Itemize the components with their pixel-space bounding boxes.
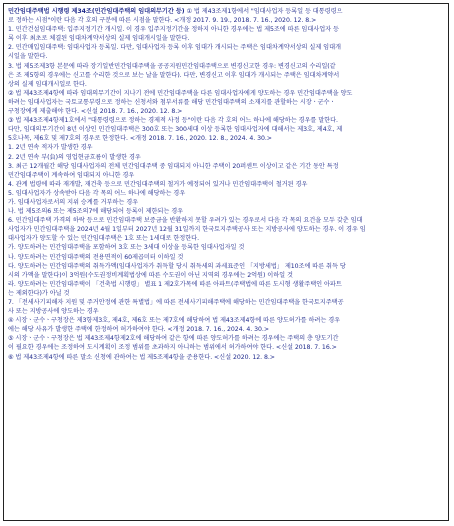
document-line-text: 하려는 임대사업자는 국토교통부령으로 정하는 신청서와 첨부서류를 해당 민간임대주택의 소재지를 관할하는 시장ㆍ군수ㆍ — [8, 98, 336, 106]
document-line-text: 구청장에게 제출해야 한다. <신설 2018. 7. 16., 2020. 12. 8.> — [8, 108, 183, 116]
document-line — [8, 180, 444, 189]
article-heading: 민간임대주택법 시행령 제34조(민간임대주택의 임대의무기간 등) — [8, 8, 185, 15]
document-line — [8, 43, 444, 52]
document-line-text: 나. 양도하려는 민간임대주택의 전용면적이 60제곱미터 이하일 것 — [8, 253, 184, 261]
document-line — [8, 153, 444, 162]
document-line-text: 다만, 임대의무기간이 8년 이상인 민간임대주택은 300호 또는 300세대 이상 등록한 임대사업자에 대해서는 제3호, 제4호, 제 — [8, 126, 343, 134]
document-line — [8, 143, 444, 152]
document-line-text: 2. 민간매입임대주택: 임대사업자 등록일. 다만, 임대사업자 등록 이후 임대가 개시되는 주택은 임대차계약서상의 실제 임대개 — [8, 44, 341, 52]
document-line-text: 5. 임대사업자가 상속받아 다음 각 목의 어느 하나에 해당하는 경우 — [8, 189, 186, 197]
document-line — [8, 71, 444, 80]
document-line — [8, 62, 444, 71]
document-line-text: 민간임대주택이 계속하여 임대되지 아니한 경우 — [8, 171, 135, 179]
document-line — [8, 189, 444, 198]
document-line — [8, 171, 444, 180]
document-line — [8, 198, 444, 207]
document-line — [8, 353, 444, 362]
document-line-text: 다. 양도하려는 민간임대주택의 취득가액(임대사업자가 취득할 당시 취득세의 과세표준인 「지방세법」 제10조에 따른 취득 당 — [8, 262, 346, 270]
document-line-text: 가. 양도하려는 민간임대주택을 포함하여 3호 또는 3세대 이상을 등록한 임대사업자일 것 — [8, 244, 245, 252]
document-line-text: 가. 임대사업자로서의 지위 승계를 거부하는 경우 — [8, 198, 139, 206]
document-line-text: 이 필요한 경우에는 조정하여 도시계획이 조정 범위를 초과하지 아니하는 범위에서 허가하여야 한다. <신설 2018. 7. 16.> — [8, 344, 337, 352]
document-line-text: ① 법 제43조제1항에서 "임대사업자 등록일 등 대통령령으 — [184, 8, 343, 15]
document-line-text: 라. 양도하려는 민간임대주택이 「건축법 시행령」 별표 1 제2호가목에 따른 아파트(주택법에 따른 도시형 생활주택인 아파트 — [8, 280, 342, 288]
document-line-text: ② 법 제43조제4항에 따라 임대의무기간이 지나기 전에 민간임대주택을 다른 임대사업자에게 양도하는 경우 민간임대주택을 양도 — [8, 89, 353, 97]
document-line — [8, 25, 444, 34]
document-line — [8, 125, 444, 134]
document-line — [8, 298, 444, 307]
document-line — [8, 289, 444, 298]
document-body — [4, 4, 448, 364]
document-line — [8, 116, 444, 125]
document-line-text: 4. 관계 법령에 따라 재개발, 재건축 등으로 민간임대주택의 철거가 예정되어 있거나 민간임대주택이 철거된 경우 — [8, 180, 308, 188]
document-line-text: ③ 법 제43조제4항제1호에서 "대통령령으로 정하는 경제적 사정 등"이란 다음 각 호의 어느 하나에 해당하는 경우를 말한다. — [8, 117, 338, 125]
document-line-text: 시의 가액을 말한다)이 3억원(수도권정비계획법상에 따른 수도권이 아닌 지역의 경우에는 2억원) 이하일 것 — [8, 271, 293, 279]
document-line-text: 로 정하는 시점"이란 다음 각 호의 구분에 따른 시점을 말한다. <개정 2017. 9. 19., 2018. 7. 16., 2020. 12. 8.> — [8, 17, 317, 25]
document-line-text: 5호나목, 제6호 및 제7호의 경우로 한정한다. <개정 2018. 7. 16., 2020. 12. 8., 2024. 4. 30.> — [8, 135, 272, 143]
document-line — [8, 34, 444, 43]
document-line-text: ④ 시장ㆍ군수ㆍ구청장은 제3항제3호, 제4호, 제6호 또는 제7호에 해당하여 법 제43조제4항에 따른 양도허가를 하려는 경우 — [8, 317, 341, 325]
document-line — [8, 80, 444, 89]
document-line — [8, 334, 444, 343]
document-line-text: 6. 민간임대주택 가격의 하락 등으로 민간임대주택 보증금을 반환하지 못할 우려가 있는 경우로서 다음 각 목의 요건을 모두 갖춘 임대 — [8, 217, 363, 225]
document-line — [8, 271, 444, 280]
document-line — [8, 216, 444, 225]
document-line — [8, 52, 444, 61]
document-line — [8, 89, 444, 98]
document-line-text: 사업자가 민간임대주택을 2024년 4월 1일부터 2027년 12월 31일까지 한국토지주택공사 또는 지방공사에 양도하는 경우. 이 경우 임 — [8, 226, 366, 234]
document-line-text: 2. 2년 연속 부(負)의 영업현금흐름이 발생한 경우 — [8, 153, 141, 161]
document-line-text: 대사업자가 양도할 수 있는 민간임대주택은 1호 또는 1세대로 한정한다. — [8, 235, 199, 243]
document-line — [8, 262, 444, 271]
document-line-text: 7. 「전세사기피해자 지원 및 주거안정에 관한 특별법」에 따른 전세사기피해주택에 해당하는 민간임대주택을 한국토지주택공 — [8, 299, 344, 306]
document-line — [8, 107, 444, 116]
document-line-text: 나. 법 제5조의6 또는 제5조의7에 해당되어 등록이 제한되는 경우 — [8, 208, 184, 216]
document-line — [8, 225, 444, 234]
document-line — [8, 7, 444, 16]
document-line-text: 3. 법 제5조제3항 본문에 따라 장기일반민간임대주택을 공공지원민간임대주택으로 변경신고한 경우: 변경신고의 수리일(같 — [8, 62, 336, 70]
document-line-text: 상의 실제 임대개시일로 한다. — [8, 80, 87, 88]
document-line-text: 은 조 제5항의 경우에는 신고를 수리한 것으로 보는 날을 말한다). 다만, 변경신고 이후 임대가 개시되는 주택은 임대차계약서 — [8, 71, 340, 79]
document-line — [8, 162, 444, 171]
document-line-text: 는 제외한다)가 아닐 것 — [8, 289, 70, 297]
document-line — [8, 316, 444, 325]
document-frame — [3, 3, 449, 521]
document-line — [8, 98, 444, 107]
document-line — [8, 16, 444, 25]
document-line — [8, 325, 444, 334]
document-line-text: 3. 최근 12개월간 해당 임대사업자의 전체 민간임대주택 중 임대되지 아니한 주택이 20퍼센트 이상이고 같은 기간 동안 특정 — [8, 162, 339, 170]
document-line — [8, 243, 444, 252]
document-line-text: ⑤ 시장ㆍ군수ㆍ구청장은 법 제43조제4항제2호에 해당하여 같은 항에 따른 양도허가를 하려는 경우에는 주택의 층 양도기간 — [8, 335, 339, 343]
document-line — [8, 280, 444, 289]
document-line-text: 록 이후 최초로 체결된 임대차계약서상의 실제 임대개시일을 말한다. — [8, 35, 190, 43]
document-line-text: 사 또는 지방공사에 양도하는 경우 — [8, 308, 99, 316]
document-line-text: 에는 해당 사유가 발생한 주택에 한정하여 허가하여야 한다. <개정 2018. 7. 16., 2024. 4. 30.> — [8, 326, 269, 334]
document-line — [8, 234, 444, 243]
document-line-text: 시일을 말한다. — [8, 53, 48, 61]
document-line — [8, 253, 444, 262]
document-line — [8, 307, 444, 316]
document-line-text: ⑥ 법 제43조제4항에 따른 말소 신청에 관하여는 법 제5조제4항을 준용한다. <신설 2020. 12. 8.> — [8, 353, 275, 361]
document-line — [8, 207, 444, 216]
document-line — [8, 343, 444, 352]
document-line-text: 1. 민간건설임대주택: 입주지정기간 개시일. 이 경우 입주지정기간을 정하지 아니한 경우에는 법 제5조에 따른 임대사업자 등 — [8, 26, 339, 34]
document-line-text: 1. 2년 연속 적자가 발생한 경우 — [8, 144, 93, 152]
document-line — [8, 134, 444, 143]
